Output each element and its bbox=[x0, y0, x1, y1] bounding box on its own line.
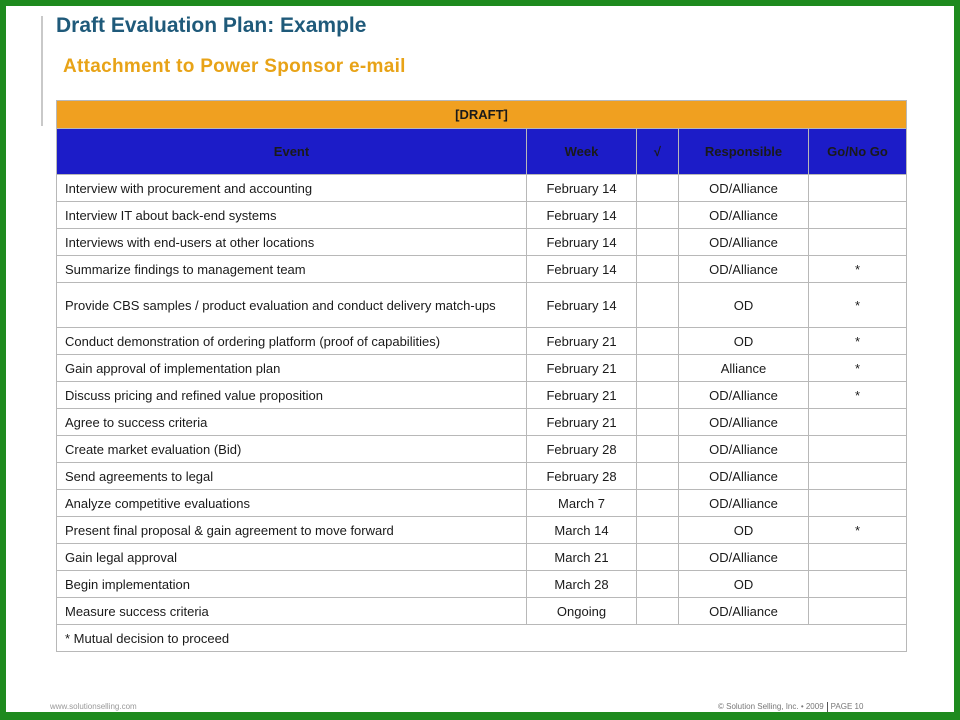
check-cell bbox=[637, 598, 679, 625]
check-cell bbox=[637, 544, 679, 571]
gonogo-cell bbox=[809, 463, 907, 490]
table-row bbox=[57, 256, 907, 283]
footer-copyright-block bbox=[718, 702, 863, 712]
header-check: √ bbox=[637, 129, 679, 175]
draft-label: [DRAFT] bbox=[57, 101, 907, 129]
table-row bbox=[57, 544, 907, 571]
gonogo-cell: * bbox=[809, 256, 907, 283]
table-row bbox=[57, 175, 907, 202]
check-cell bbox=[637, 382, 679, 409]
header-responsible: Responsible bbox=[679, 129, 809, 175]
event-cell: Measure success criteria bbox=[57, 598, 527, 625]
table-header-row bbox=[57, 129, 907, 175]
table-row bbox=[57, 202, 907, 229]
page-subtitle: Attachment to Power Sponsor e-mail bbox=[63, 56, 406, 77]
week-cell: March 14 bbox=[527, 517, 637, 544]
table-row bbox=[57, 355, 907, 382]
check-cell bbox=[637, 463, 679, 490]
responsible-cell: OD/Alliance bbox=[679, 229, 809, 256]
check-cell bbox=[637, 517, 679, 544]
week-cell: February 21 bbox=[527, 382, 637, 409]
footer-page-number: PAGE 10 bbox=[830, 702, 864, 712]
check-cell bbox=[637, 202, 679, 229]
gonogo-cell: * bbox=[809, 355, 907, 382]
check-cell bbox=[637, 175, 679, 202]
week-cell: March 28 bbox=[527, 571, 637, 598]
check-cell bbox=[637, 436, 679, 463]
gonogo-cell bbox=[809, 571, 907, 598]
header-week: Week bbox=[527, 129, 637, 175]
header-gonogo: Go/No Go bbox=[809, 129, 907, 175]
check-cell bbox=[637, 571, 679, 598]
week-cell: March 21 bbox=[527, 544, 637, 571]
gonogo-cell bbox=[809, 436, 907, 463]
footer-copyright: © Solution Selling, Inc. • 2009 bbox=[718, 702, 824, 712]
evaluation-plan-table bbox=[56, 100, 907, 652]
table-body bbox=[57, 175, 907, 652]
responsible-cell: OD/Alliance bbox=[679, 463, 809, 490]
footer-website: www.solutionselling.com bbox=[50, 702, 137, 711]
week-cell: February 14 bbox=[527, 202, 637, 229]
responsible-cell: OD bbox=[679, 328, 809, 355]
footer-separator bbox=[827, 702, 828, 712]
event-cell: Create market evaluation (Bid) bbox=[57, 436, 527, 463]
header-event: Event bbox=[57, 129, 527, 175]
responsible-cell: OD bbox=[679, 571, 809, 598]
responsible-cell: OD/Alliance bbox=[679, 490, 809, 517]
responsible-cell: OD/Alliance bbox=[679, 544, 809, 571]
week-cell: February 14 bbox=[527, 229, 637, 256]
event-cell: Agree to success criteria bbox=[57, 409, 527, 436]
table-row bbox=[57, 598, 907, 625]
table-row bbox=[57, 382, 907, 409]
week-cell: February 21 bbox=[527, 355, 637, 382]
responsible-cell: OD bbox=[679, 517, 809, 544]
footnote-row bbox=[57, 625, 907, 652]
table-row bbox=[57, 571, 907, 598]
week-cell: March 7 bbox=[527, 490, 637, 517]
week-cell: February 21 bbox=[527, 328, 637, 355]
check-cell bbox=[637, 409, 679, 436]
event-cell: Provide CBS samples / product evaluation and conduct delivery match-ups bbox=[57, 283, 527, 328]
responsible-cell: OD/Alliance bbox=[679, 598, 809, 625]
table-row bbox=[57, 409, 907, 436]
gonogo-cell bbox=[809, 490, 907, 517]
event-cell: Gain approval of implementation plan bbox=[57, 355, 527, 382]
gonogo-cell: * bbox=[809, 283, 907, 328]
accent-divider bbox=[41, 16, 43, 126]
table-row bbox=[57, 229, 907, 256]
gonogo-cell bbox=[809, 409, 907, 436]
event-cell: Begin implementation bbox=[57, 571, 527, 598]
week-cell: February 14 bbox=[527, 175, 637, 202]
slide bbox=[6, 6, 954, 712]
responsible-cell: OD/Alliance bbox=[679, 202, 809, 229]
draft-banner-row bbox=[57, 101, 907, 129]
gonogo-cell bbox=[809, 175, 907, 202]
table-row bbox=[57, 517, 907, 544]
week-cell: February 14 bbox=[527, 283, 637, 328]
table-row bbox=[57, 463, 907, 490]
event-cell: Present final proposal & gain agreement to move forward bbox=[57, 517, 527, 544]
responsible-cell: OD/Alliance bbox=[679, 382, 809, 409]
event-cell: Conduct demonstration of ordering platform (proof of capabilities) bbox=[57, 328, 527, 355]
gonogo-cell: * bbox=[809, 328, 907, 355]
page-title: Draft Evaluation Plan: Example bbox=[56, 14, 367, 37]
gonogo-cell bbox=[809, 229, 907, 256]
table-row bbox=[57, 328, 907, 355]
table-row bbox=[57, 436, 907, 463]
check-cell bbox=[637, 355, 679, 382]
event-cell: Analyze competitive evaluations bbox=[57, 490, 527, 517]
check-cell bbox=[637, 256, 679, 283]
gonogo-cell bbox=[809, 202, 907, 229]
footnote: * Mutual decision to proceed bbox=[57, 625, 907, 652]
week-cell: Ongoing bbox=[527, 598, 637, 625]
event-cell: Discuss pricing and refined value proposition bbox=[57, 382, 527, 409]
gonogo-cell: * bbox=[809, 517, 907, 544]
responsible-cell: OD/Alliance bbox=[679, 256, 809, 283]
week-cell: February 28 bbox=[527, 436, 637, 463]
event-cell: Gain legal approval bbox=[57, 544, 527, 571]
responsible-cell: OD bbox=[679, 283, 809, 328]
responsible-cell: OD/Alliance bbox=[679, 436, 809, 463]
check-cell bbox=[637, 283, 679, 328]
check-cell bbox=[637, 328, 679, 355]
event-cell: Summarize findings to management team bbox=[57, 256, 527, 283]
check-cell bbox=[637, 229, 679, 256]
event-cell: Send agreements to legal bbox=[57, 463, 527, 490]
week-cell: February 14 bbox=[527, 256, 637, 283]
week-cell: February 21 bbox=[527, 409, 637, 436]
gonogo-cell: * bbox=[809, 382, 907, 409]
responsible-cell: OD/Alliance bbox=[679, 409, 809, 436]
responsible-cell: OD/Alliance bbox=[679, 175, 809, 202]
gonogo-cell bbox=[809, 544, 907, 571]
check-cell bbox=[637, 490, 679, 517]
table-row bbox=[57, 490, 907, 517]
week-cell: February 28 bbox=[527, 463, 637, 490]
event-cell: Interviews with end-users at other locations bbox=[57, 229, 527, 256]
event-cell: Interview with procurement and accounting bbox=[57, 175, 527, 202]
table-row bbox=[57, 283, 907, 328]
gonogo-cell bbox=[809, 598, 907, 625]
event-cell: Interview IT about back-end systems bbox=[57, 202, 527, 229]
responsible-cell: Alliance bbox=[679, 355, 809, 382]
